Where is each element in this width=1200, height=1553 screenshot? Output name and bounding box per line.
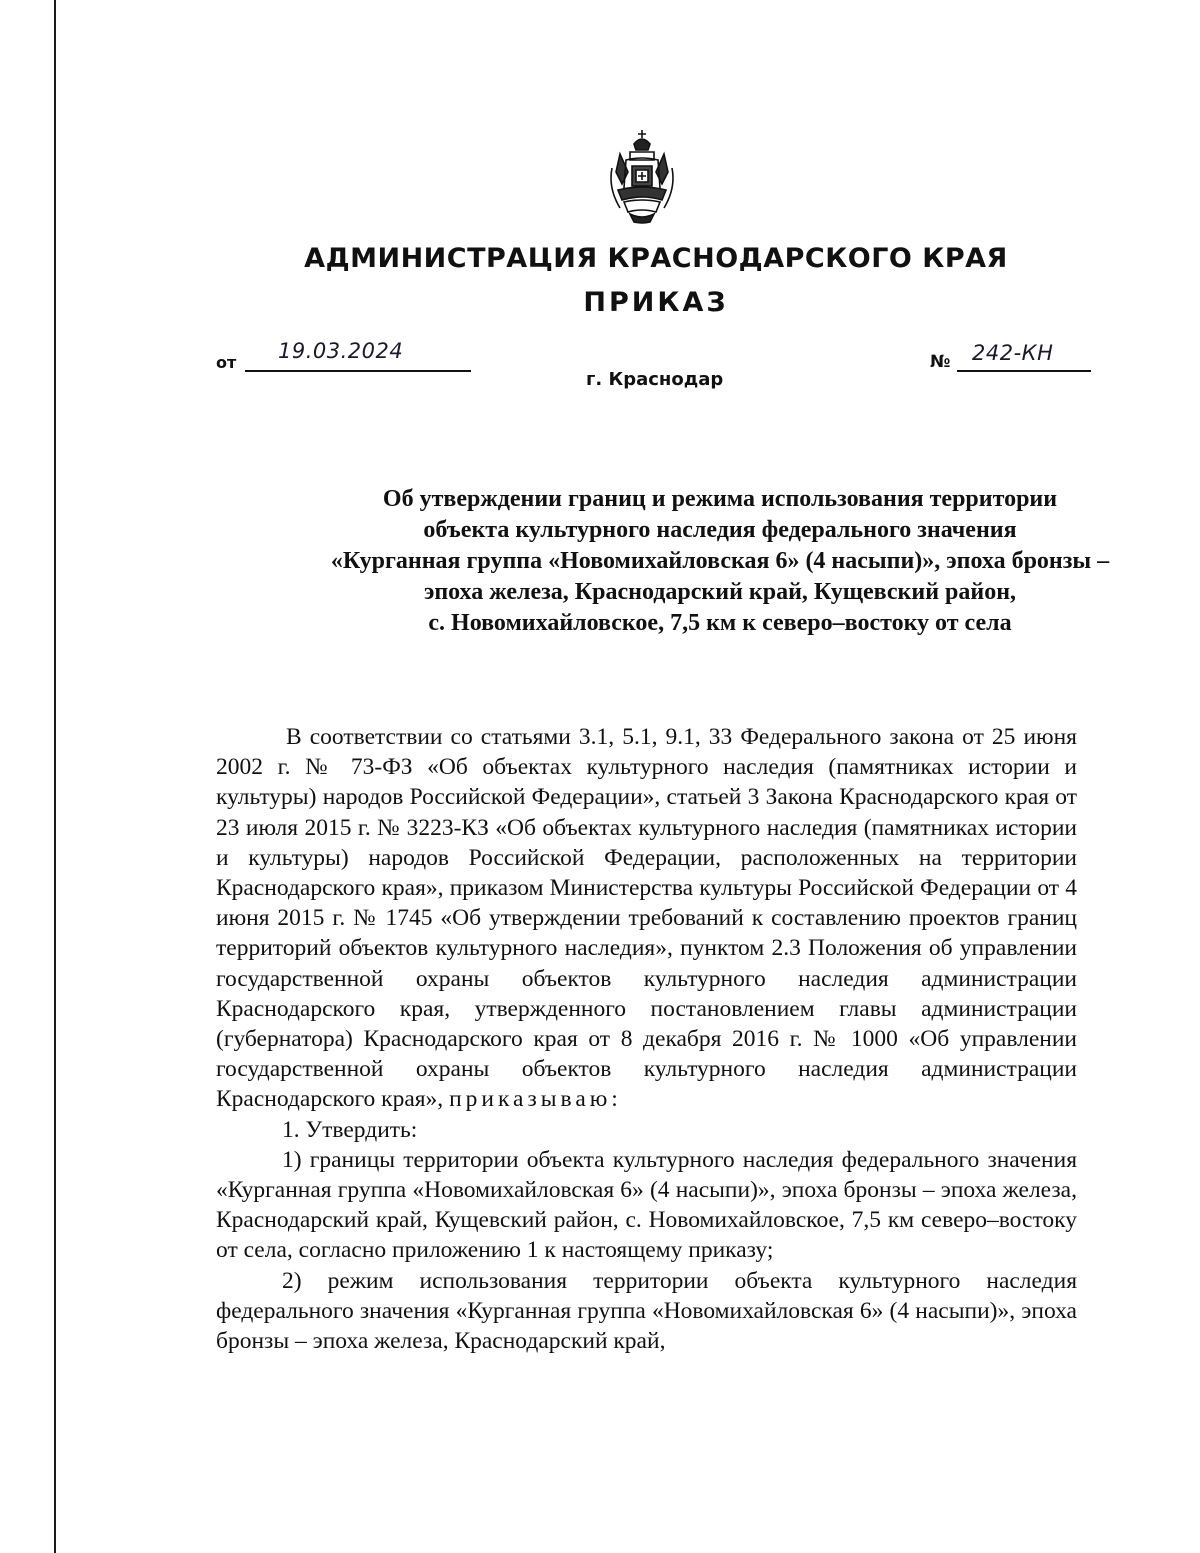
- date-label: от: [216, 353, 237, 372]
- handwritten-date: 19.03.2024: [278, 339, 404, 363]
- document-type-title: ПРИКАЗ: [583, 287, 729, 318]
- organization-title: АДМИНИСТРАЦИЯ КРАСНОДАРСКОГО КРАЯ: [304, 243, 1008, 274]
- subpoint-2: 2) режим использования территории объекта культурного наследия федерального значения «Курганная группа «Новомихайловская 6» (4 насыпи)», эпоха бронзы – эпоха железа, Краснодарский край,: [216, 1267, 1077, 1355]
- order-word: приказываю:: [449, 1086, 622, 1113]
- point-1: 1. Утвердить:: [282, 1116, 418, 1143]
- number-underline: [957, 370, 1091, 372]
- order-title: [200, 484, 1200, 639]
- order-title-line: Об утверждении границ и режима использования территории: [382, 486, 1058, 512]
- page-left-edge: [54, 0, 56, 1553]
- preamble-text: В соответствии со статьями 3.1, 5.1, 9.1, 33 Федерального закона от 25 июня 2002 г. № 73-ФЗ «Об объектах культурного наследия (памятниках истории и культуры) народов Российской Федерации», статьей 3 Закона Краснодарского края от 23 июля 2015 г. № 3223-КЗ «Об объектах культурного наследия (памятниках истории и культуры) народов Российской Федерации, расположенных на территории Краснодарского края», приказом Министерства культуры Российской Федерации от 4 июня 2015 г. № 1745 «Об утверждении требований к составлению проектов границ территорий объектов культурного наследия», пунктом 2.3 Положения об управлении государственной охраны объектов культурного наследия администрации Краснодарского края, утвержденного постановлением главы администрации (губернатора) Краснодарского края от 8 декабря 2016 г. № 1000 «Об управлении государственной охраны объектов культурного наследия администрации Краснодарского края»,: [216, 724, 1077, 1113]
- handwritten-number: 242-КН: [972, 341, 1054, 365]
- order-title-line: объекта культурного наследия федерального значения: [423, 517, 1017, 543]
- subpoint-1: 1) границы территории объекта культурного наследия федерального значения «Курганная группа «Новомихайловская 6» (4 насыпи)», эпоха бронзы – эпоха железа, Краснодарский край, Кущевский район, с. Новомихайловское, 7,5 км северо–востоку от села, согласно приложению 1 к настоящему приказу;: [216, 1146, 1077, 1264]
- city-name: г. Краснодар: [586, 369, 724, 390]
- number-label: №: [930, 352, 951, 372]
- order-title-line: «Курганная группа «Новомихайловская 6» (4 насыпи)», эпоха бронзы –: [330, 548, 1110, 574]
- order-title-line: эпоха железа, Краснодарский край, Кущевский район,: [423, 579, 1017, 605]
- date-underline: [245, 370, 471, 372]
- order-title-line: с. Новомихайловское, 7,5 км к северо–востоку от села: [428, 610, 1012, 636]
- coat-of-arms-emblem: [608, 128, 676, 224]
- preamble-paragraph: [216, 722, 1077, 1115]
- order-body: [216, 722, 1077, 1356]
